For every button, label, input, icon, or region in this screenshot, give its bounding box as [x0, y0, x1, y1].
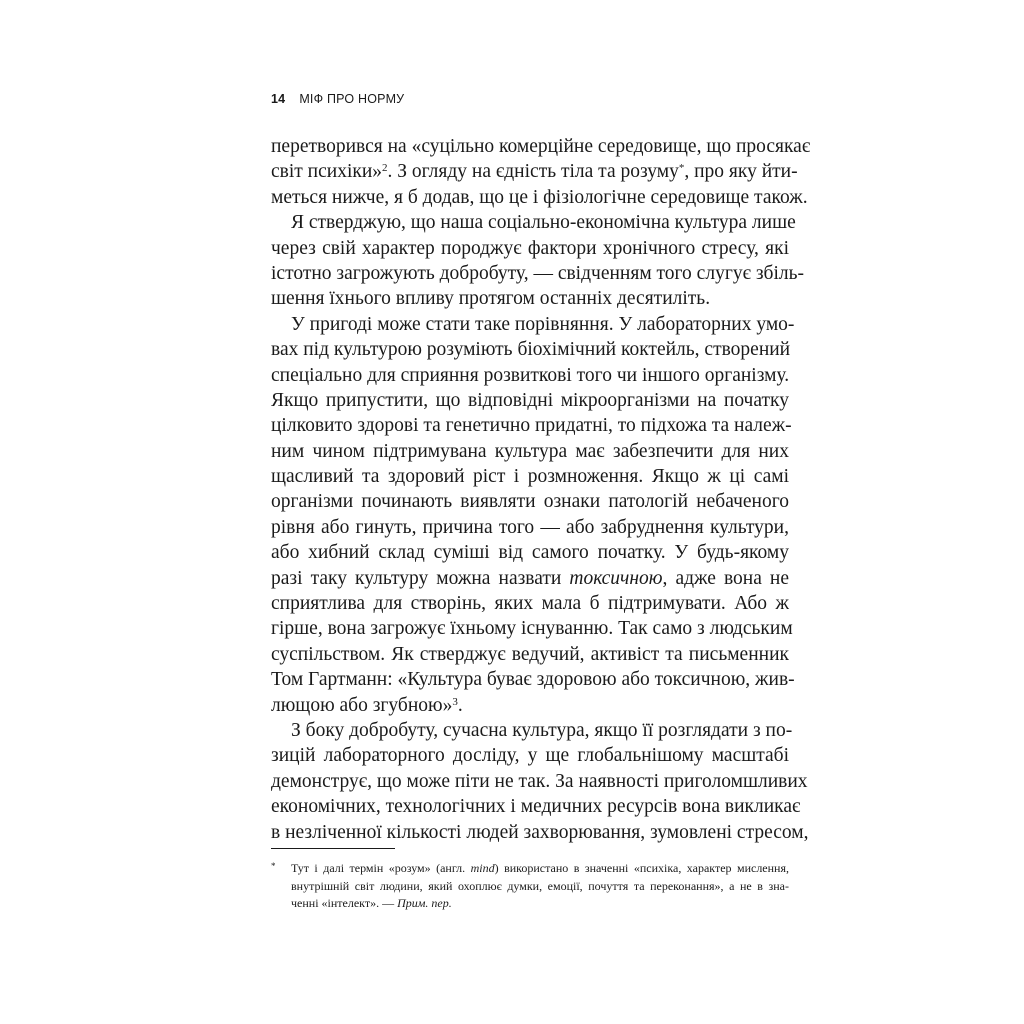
- footnote-mark: *: [271, 861, 276, 871]
- text-line: шення їхнього впливу протягом останніх десятиліть.: [271, 288, 711, 310]
- text-line: в незліченної кількості людей захворювання, зумовлені стресом,: [271, 821, 809, 843]
- running-header: [271, 92, 404, 106]
- text-line: або хибний склад суміші від самого початку. У будь-якому: [271, 542, 789, 564]
- text-line: У пригоді може стати таке порівняння. У лабораторних умо-: [291, 313, 795, 335]
- footnote-line: ченні «інтелект». — Прим. пер.: [291, 896, 452, 910]
- text-line: перетворився на «суцільно комерційне середовище, що просякає: [271, 136, 811, 157]
- text-line: вах під культурою розуміють біохімічний коктейль, створений: [271, 339, 791, 361]
- text-line: через свій характер породжує фактори хронічного стресу, які: [271, 237, 789, 259]
- text-line: Том Гартманн: «Культура буває здоровою або токсичною, жив-: [271, 669, 795, 691]
- text-line: цілковито здорові та генетично придатні, то підхожа та належ-: [271, 415, 792, 437]
- text-line: Якщо припустити, що відповідні мікроорганізми на початку: [271, 389, 789, 411]
- main-text: [271, 134, 811, 845]
- footnote-divider: [271, 848, 395, 849]
- text-line: лющою або згубною»$^3$.: [271, 694, 463, 716]
- text-line: рівня або гинуть, причина того — або забруднення культури,: [271, 516, 789, 538]
- text-line: економічних, технологічних і медичних ресурсів вона викликає: [271, 796, 801, 818]
- text-line: світ психіки»$^2$. З огляду на єдність тіла та розуму*, про яку йти-: [271, 161, 798, 183]
- text-line: істотно загрожують добробуту, — свідченням того слугує збіль-: [271, 262, 804, 284]
- running-title: МІФ ПРО НОРМУ: [299, 92, 405, 106]
- text-line: гірше, вона загрожує їхньому існуванню. Так само з людським: [271, 618, 793, 640]
- text-line: щасливий та здоровий ріст і розмноження. Якщо ж ці самі: [271, 466, 789, 488]
- text-line: Я стверджую, що наша соціально-економічна культура лише: [291, 212, 796, 234]
- text-line: сприятлива для створінь, яких мала б підтримувати. Або ж: [271, 593, 789, 615]
- text-line: З боку добробуту, сучасна культура, якщо її розглядати з по-: [291, 719, 793, 741]
- text-line: організми починають виявляти ознаки патологій небаченого: [271, 491, 789, 513]
- endnote-ref[interactable]: 2: [382, 162, 388, 175]
- page-number: 14: [271, 92, 286, 106]
- footnote-line: внутрішній світ людини, який охоплює думки, емоції, почуття та переконання», а не в зна-: [291, 878, 789, 893]
- text-line: разі таку культуру можна назвати токсичною, адже вона не: [271, 567, 790, 589]
- text-line: ним чином підтримувана культура має забезпечити для них: [271, 440, 789, 462]
- emphasis: токсичною: [569, 567, 663, 589]
- footnote-line: Тут і далі термін «розум» (англ. mind) використано в значенні «психіка, характер мислення,: [291, 861, 789, 875]
- text-line: меться нижче, я б додав, що це і фізіологічне середовище також.: [271, 186, 808, 208]
- footnote: [271, 860, 789, 913]
- endnote-ref[interactable]: 3: [452, 695, 458, 708]
- text-line: спеціально для сприяння розвиткові того чи іншого організму.: [271, 364, 790, 386]
- text-line: демонструє, що може піти не так. За наявності приголомшливих: [271, 770, 808, 792]
- footnote-ref[interactable]: *: [678, 162, 685, 175]
- text-line: зицій лабораторного досліду, у ще глобальнішому масштабі: [271, 745, 789, 767]
- text-line: суспільством. Як стверджує ведучий, активіст та письменник: [271, 643, 789, 665]
